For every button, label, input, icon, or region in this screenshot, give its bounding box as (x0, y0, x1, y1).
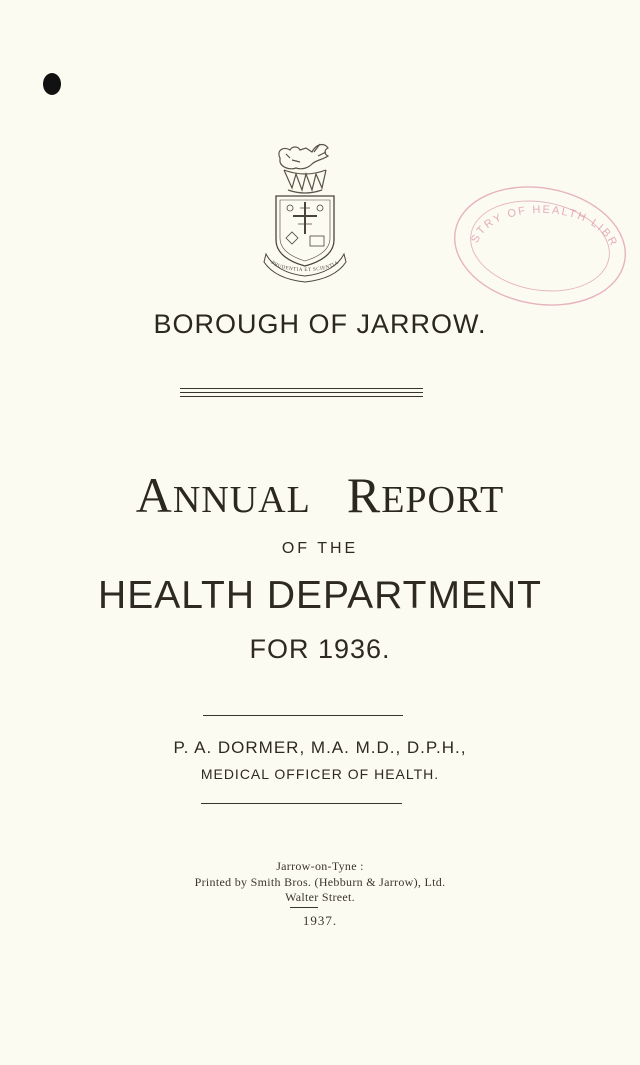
imprint-year: 1937. (302, 913, 338, 928)
imprint-printer: Printed by Smith Bros. (Hebburn & Jarrow), Ltd. (194, 875, 446, 889)
divider-rule (203, 715, 403, 716)
motto-text: PRUDENTIA ET SCIENTIA (270, 260, 340, 274)
stamp-text: STRY OF HEALTH LIBR (469, 203, 621, 250)
title-initial-r: R (346, 467, 382, 523)
department-heading: HEALTH DEPARTMENT (98, 574, 542, 617)
imprint-rule (290, 907, 318, 908)
svg-text:PRUDENTIA ET SCIENTIA (270, 261, 340, 273)
coat-of-arms (262, 138, 348, 284)
svg-text:MINISTRY OF HEALTH LIBRARY (452, 184, 620, 249)
triple-rule-divider (180, 388, 423, 400)
report-title (0, 466, 640, 524)
officer-name: P. A. DORMER, M.A. M.D., D.P.H., (173, 738, 467, 757)
title-word-report: EPORT (381, 479, 505, 521)
punch-hole (43, 73, 61, 95)
officer-title: MEDICAL OFFICER OF HEALTH. (200, 766, 440, 782)
imprint-street: Walter Street. (285, 890, 355, 904)
of-the-line: OF THE (281, 540, 359, 557)
title-initial-a: A (135, 467, 173, 523)
borough-heading: BOROUGH OF JARROW. (153, 309, 487, 339)
divider-rule (201, 803, 402, 804)
library-stamp (452, 184, 628, 308)
imprint-place: Jarrow-on-Tyne : (276, 859, 364, 873)
title-word-annual: NNUAL (172, 479, 311, 521)
report-year: FOR 1936. (249, 634, 391, 664)
